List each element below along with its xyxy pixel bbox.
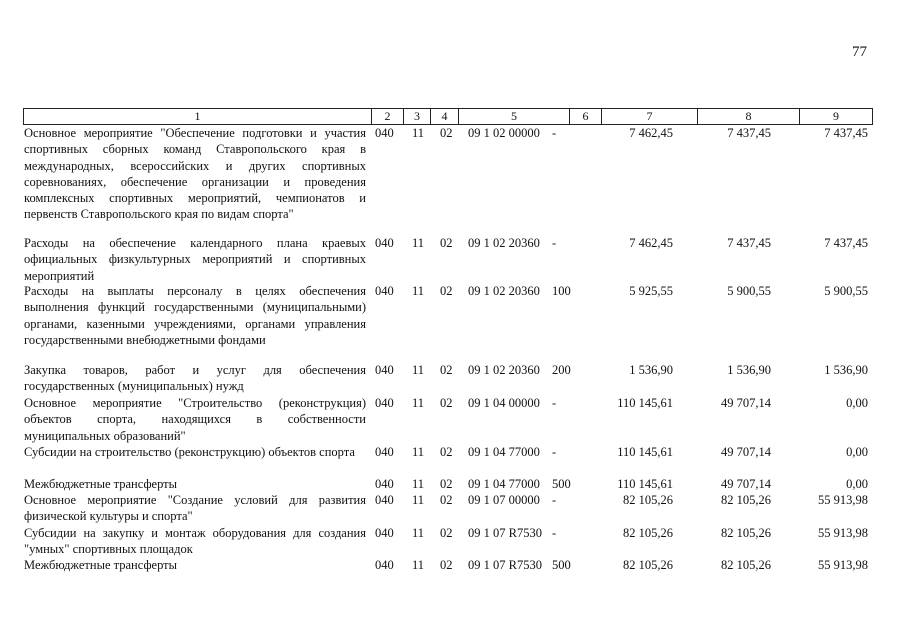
- amount-col8: 82 105,26: [721, 558, 771, 572]
- expense-type-code: 500: [552, 558, 571, 572]
- row-description: Расходы на выплаты персоналу в целях обеспечения выполнения функций государственными (муниципальными) органами, казенными учреждениями, органами управления государственными внебюджетными фондами: [24, 284, 366, 347]
- amount-col8: 5 900,55: [727, 284, 771, 298]
- target-code: 09 1 02 20360: [468, 363, 540, 377]
- amount-col7: 82 105,26: [623, 558, 673, 572]
- section-code: 11: [412, 493, 425, 507]
- amount-col8: 82 105,26: [721, 526, 771, 540]
- row-description: Закупка товаров, работ и услуг для обеспечения государственных (муниципальных) нужд: [24, 363, 366, 394]
- admin-code: 040: [375, 363, 394, 377]
- amount-col9: 55 913,98: [818, 526, 868, 540]
- amount-col7: 82 105,26: [623, 493, 673, 507]
- subsection-code: 02: [440, 126, 453, 140]
- header-cell-5: 5: [458, 109, 569, 124]
- amount-col8: 7 437,45: [727, 236, 771, 250]
- section-code: 11: [412, 477, 425, 491]
- amount-col9: 55 913,98: [818, 493, 868, 507]
- amount-col8: 82 105,26: [721, 493, 771, 507]
- admin-code: 040: [375, 445, 394, 459]
- target-code: 09 1 04 77000: [468, 477, 540, 491]
- subsection-code: 02: [440, 477, 453, 491]
- admin-code: 040: [375, 284, 394, 298]
- amount-col8: 7 437,45: [727, 126, 771, 140]
- subsection-code: 02: [440, 558, 453, 572]
- target-code: 09 1 07 R7530: [468, 558, 542, 572]
- subsection-code: 02: [440, 284, 453, 298]
- target-code: 09 1 02 20360: [468, 284, 540, 298]
- target-code: 09 1 04 00000: [468, 396, 540, 410]
- header-cell-2: 2: [371, 109, 403, 124]
- admin-code: 040: [375, 558, 394, 572]
- admin-code: 040: [375, 126, 394, 140]
- expense-type-code: -: [552, 526, 557, 540]
- target-code: 09 1 07 00000: [468, 493, 540, 507]
- header-cell-9: 9: [799, 109, 872, 124]
- table-header: [23, 108, 873, 125]
- amount-col7: 110 145,61: [617, 477, 673, 491]
- amount-col9: 5 900,55: [824, 284, 868, 298]
- target-code: 09 1 07 R7530: [468, 526, 542, 540]
- expense-type-code: 500: [552, 477, 571, 491]
- section-code: 11: [412, 558, 425, 572]
- admin-code: 040: [375, 236, 394, 250]
- subsection-code: 02: [440, 526, 453, 540]
- target-code: 09 1 02 00000: [468, 126, 540, 140]
- row-description: Субсидии на закупку и монтаж оборудования для создания "умных" спортивных площадок: [24, 526, 366, 557]
- header-cell-7: 7: [601, 109, 697, 124]
- section-code: 11: [412, 526, 425, 540]
- expense-type-code: 100: [552, 284, 571, 298]
- amount-col9: 0,00: [846, 396, 868, 410]
- header-cell-1: 1: [194, 109, 201, 123]
- subsection-code: 02: [440, 363, 453, 377]
- header-cell-4: 4: [430, 109, 458, 124]
- row-description: Субсидии на строительство (реконструкцию) объектов спорта: [24, 445, 355, 459]
- amount-col7: 1 536,90: [629, 363, 673, 377]
- amount-col7: 7 462,45: [629, 126, 673, 140]
- target-code: 09 1 04 77000: [468, 445, 540, 459]
- expense-type-code: -: [552, 396, 557, 410]
- admin-code: 040: [375, 396, 394, 410]
- subsection-code: 02: [440, 445, 453, 459]
- amount-col7: 110 145,61: [617, 396, 673, 410]
- row-description: Межбюджетные трансферты: [24, 558, 178, 572]
- section-code: 11: [412, 236, 425, 250]
- section-code: 11: [412, 363, 425, 377]
- admin-code: 040: [375, 477, 394, 491]
- amount-col8: 49 707,14: [721, 396, 771, 410]
- row-description: Расходы на обеспечение календарного плана краевых официальных физкультурных мероприятий и спортивных мероприятий: [24, 236, 366, 283]
- amount-col9: 7 437,45: [824, 236, 868, 250]
- page-number: 77: [852, 44, 867, 60]
- section-code: 11: [412, 284, 425, 298]
- subsection-code: 02: [440, 236, 453, 250]
- subsection-code: 02: [440, 493, 453, 507]
- expense-type-code: 200: [552, 363, 571, 377]
- admin-code: 040: [375, 493, 394, 507]
- amount-col7: 110 145,61: [617, 445, 673, 459]
- expense-type-code: -: [552, 445, 557, 459]
- amount-col9: 55 913,98: [818, 558, 868, 572]
- expense-type-code: -: [552, 493, 557, 507]
- amount-col7: 7 462,45: [629, 236, 673, 250]
- section-code: 11: [412, 445, 425, 459]
- expense-type-code: -: [552, 126, 557, 140]
- amount-col9: 0,00: [846, 477, 868, 491]
- subsection-code: 02: [440, 396, 453, 410]
- section-code: 11: [412, 126, 425, 140]
- row-description: Основное мероприятие "Создание условий для развития физической культуры и спорта": [24, 493, 366, 524]
- amount-col8: 49 707,14: [721, 477, 771, 491]
- header-cell-6: 6: [569, 109, 601, 124]
- header-cell-8: 8: [697, 109, 799, 124]
- amount-col7: 82 105,26: [623, 526, 673, 540]
- section-code: 11: [412, 396, 425, 410]
- amount-col9: 7 437,45: [824, 126, 868, 140]
- amount-col9: 1 536,90: [824, 363, 868, 377]
- row-description: Межбюджетные трансферты: [24, 477, 178, 491]
- header-cell-3: 3: [403, 109, 430, 124]
- expense-type-code: -: [552, 236, 557, 250]
- amount-col7: 5 925,55: [629, 284, 673, 298]
- amount-col8: 49 707,14: [721, 445, 771, 459]
- row-description: Основное мероприятие "Обеспечение подготовки и участия спортивных сборных команд Ставропольского края в международных, всероссийских и других спортивных соревнованиях, обеспечение организации и проведения комплексных спортивных мероприятий, чемпионатов и первенств Ставропольского края по видам спорта": [24, 126, 366, 222]
- row-description: Основное мероприятие "Строительство (реконструкция) объектов спорта, находящихся в собственности муниципальных образований": [24, 396, 366, 443]
- admin-code: 040: [375, 526, 394, 540]
- amount-col9: 0,00: [846, 445, 868, 459]
- target-code: 09 1 02 20360: [468, 236, 540, 250]
- amount-col8: 1 536,90: [727, 363, 771, 377]
